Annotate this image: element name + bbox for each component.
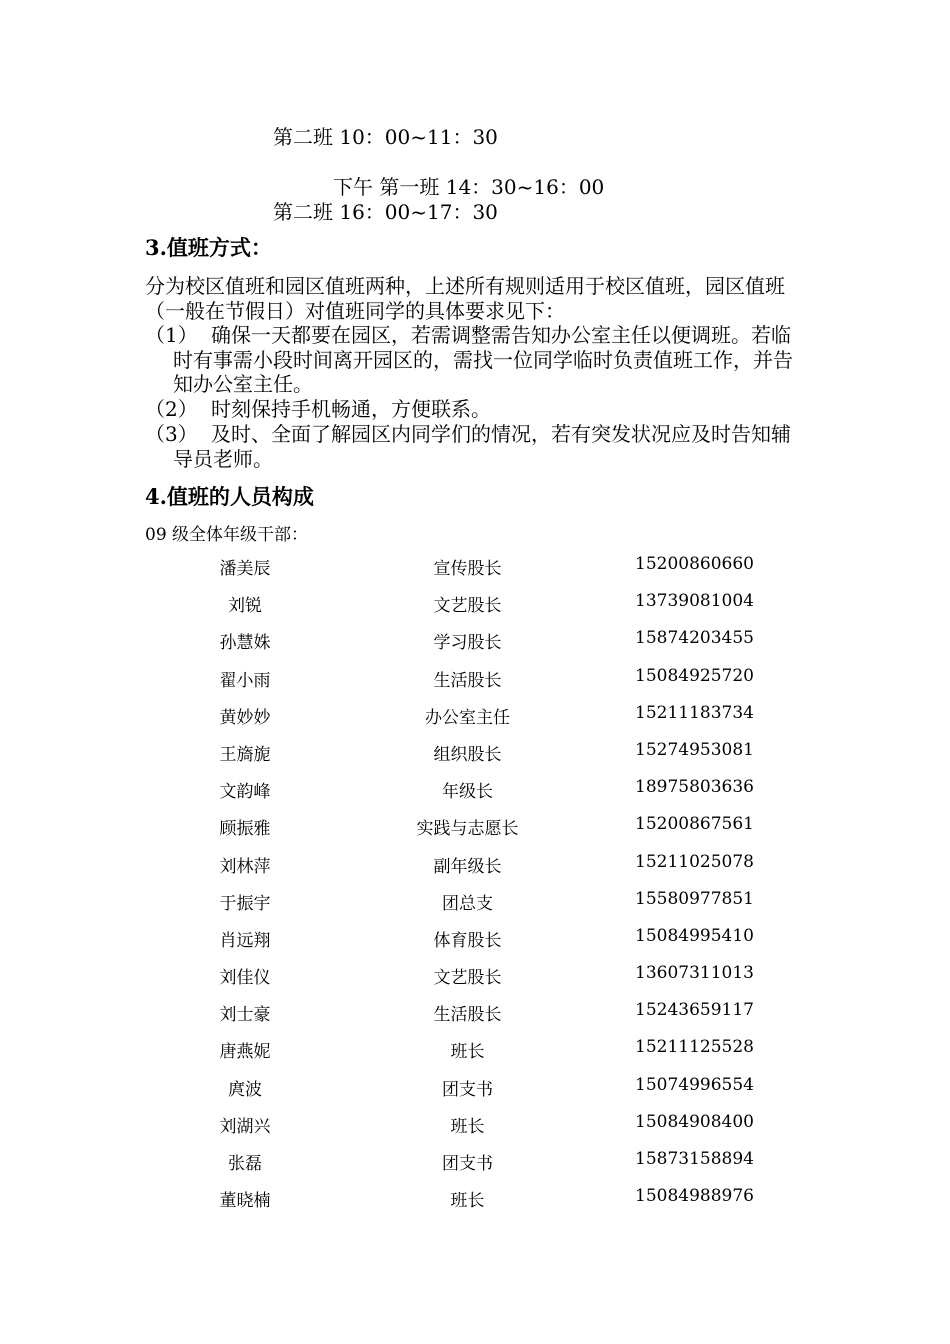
table-row <box>145 548 810 585</box>
staff-intro: 09 级全体年级干部： <box>145 525 309 545</box>
rule-item-text: 确保一天都要在园区，若需调整需告知办公室主任以便调班。若临时有事需小段时间离开园区的，需找一位同学临时负责值班工作，并告知办公室主任。 <box>173 323 793 396</box>
staff-role: 实践与志愿长 <box>416 819 519 840</box>
staff-phone: 15084995410 <box>635 925 754 946</box>
staff-name: 翟小雨 <box>219 670 271 691</box>
staff-role: 生活股长 <box>433 1005 502 1026</box>
section-3-paragraph: 分为校区值班和园区值班两种，上述所有规则适用于校区值班，园区值班（一般在节假日）对值班同学的具体要求见下： <box>145 274 785 323</box>
staff-role: 团支书 <box>442 1079 493 1100</box>
rule-item-text: 时刻保持手机畅通，方便联系。 <box>211 397 491 421</box>
staff-role: 班长 <box>450 1042 485 1063</box>
table-row <box>145 622 810 659</box>
staff-role: 组织股长 <box>433 744 502 765</box>
staff-role: 副年级长 <box>433 856 502 877</box>
table-row <box>145 846 810 883</box>
staff-role: 文艺股长 <box>433 596 502 617</box>
table-row <box>145 920 810 957</box>
staff-role: 文艺股长 <box>433 968 502 989</box>
staff-phone: 15274953081 <box>635 739 754 760</box>
staff-name: 刘士豪 <box>219 1005 271 1026</box>
schedule-afternoon-first: 下午 第一班 14：30~16：00 <box>333 175 605 199</box>
staff-name: 刘林萍 <box>219 856 271 877</box>
staff-name: 刘佳仪 <box>219 968 271 989</box>
staff-name: 王旖旎 <box>219 744 271 765</box>
staff-phone: 15243659117 <box>635 1000 754 1021</box>
table-row <box>145 883 810 920</box>
rule-item-number: （1） <box>145 323 198 347</box>
staff-name: 唐燕妮 <box>219 1042 271 1063</box>
table-row <box>145 1106 810 1143</box>
staff-role: 团总支 <box>442 893 493 914</box>
staff-role: 体育股长 <box>433 930 502 951</box>
staff-role: 团支书 <box>442 1154 493 1174</box>
staff-phone: 15874203455 <box>635 628 754 649</box>
table-row <box>145 1180 810 1217</box>
staff-role: 班长 <box>450 1116 485 1137</box>
staff-name: 肖远翔 <box>219 930 271 951</box>
staff-role: 宣传股长 <box>433 559 502 579</box>
staff-role: 办公室主任 <box>425 707 510 728</box>
staff-phone: 15084925720 <box>635 665 754 686</box>
staff-name: 庹波 <box>228 1079 262 1100</box>
rule-item-number: （2） <box>145 397 198 421</box>
rule-item-number: （3） <box>145 422 198 446</box>
section-4-heading: 4.值班的人员构成 <box>145 484 314 509</box>
staff-name: 于振宇 <box>219 893 271 914</box>
rule-item <box>145 397 810 422</box>
staff-phone: 15211125528 <box>635 1037 754 1058</box>
staff-name: 顾振雅 <box>219 819 271 840</box>
staff-table <box>145 548 810 1217</box>
table-row <box>145 994 810 1031</box>
table-row <box>145 1069 810 1106</box>
staff-role: 生活股长 <box>433 670 502 691</box>
staff-role: 年级长 <box>442 782 493 803</box>
table-row <box>145 585 810 622</box>
staff-role: 班长 <box>450 1191 485 1212</box>
staff-role: 学习股长 <box>433 633 502 654</box>
staff-phone: 15074996554 <box>635 1074 754 1095</box>
staff-name: 张磊 <box>228 1154 262 1174</box>
table-row <box>145 734 810 771</box>
table-row <box>145 1031 810 1068</box>
schedule-morning-second: 第二班 10：00~11：30 <box>273 125 498 149</box>
rule-item-text: 及时、全面了解园区内同学们的情况，若有突发状况应及时告知辅导员老师。 <box>173 422 791 471</box>
staff-name: 刘锐 <box>228 596 262 617</box>
staff-phone: 15084908400 <box>635 1111 754 1132</box>
section-3-heading: 3.值班方式： <box>145 235 272 260</box>
staff-name: 孙慧姝 <box>219 633 271 654</box>
staff-name: 黄妙妙 <box>219 707 271 728</box>
staff-name: 潘美辰 <box>219 559 271 579</box>
table-row <box>145 957 810 994</box>
table-row <box>145 660 810 697</box>
staff-phone: 15200860660 <box>635 554 754 574</box>
schedule-afternoon-second: 第二班 16：00~17：30 <box>273 200 498 224</box>
rule-item <box>145 323 810 397</box>
staff-phone: 15211025078 <box>635 851 754 872</box>
staff-phone: 15200867561 <box>635 814 754 835</box>
staff-name: 董晓楠 <box>219 1191 271 1212</box>
staff-phone: 13739081004 <box>635 591 754 612</box>
staff-name: 刘湖兴 <box>219 1116 271 1137</box>
staff-phone: 15873158894 <box>635 1149 754 1169</box>
staff-phone: 15084988976 <box>635 1186 754 1207</box>
table-row <box>145 697 810 734</box>
staff-name: 文韵峰 <box>219 782 271 803</box>
table-row <box>145 808 810 845</box>
staff-phone: 15580977851 <box>635 888 754 909</box>
table-row <box>145 1143 810 1180</box>
staff-phone: 18975803636 <box>635 777 754 798</box>
rule-item <box>145 422 810 471</box>
table-row <box>145 771 810 808</box>
staff-phone: 15211183734 <box>635 702 754 723</box>
staff-phone: 13607311013 <box>635 963 754 984</box>
